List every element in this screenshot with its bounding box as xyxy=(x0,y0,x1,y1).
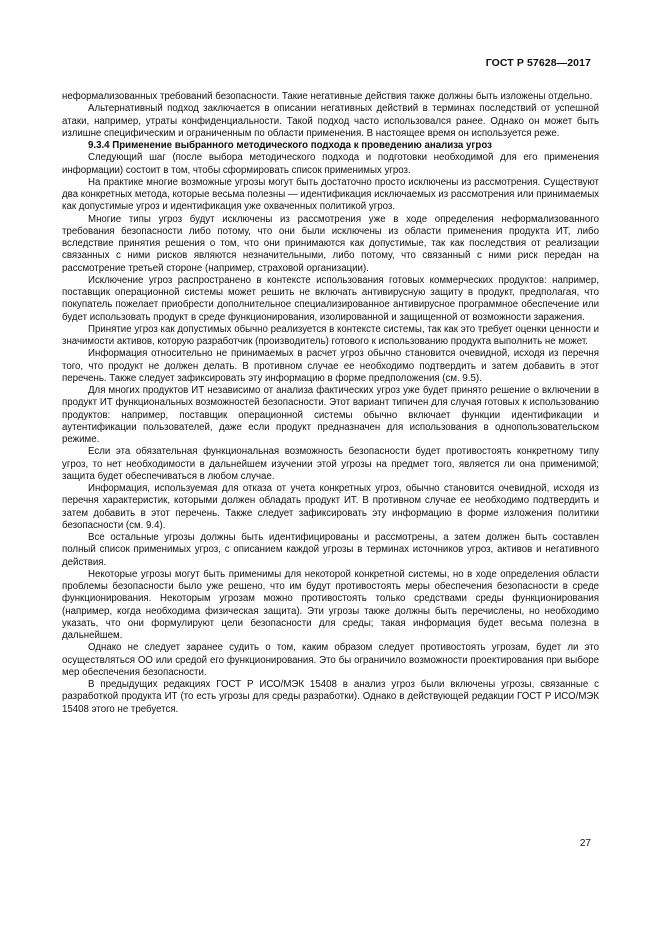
paragraph: Однако не следует заранее судить о том, каким образом следует противостоять угрозам, будет ли это осуществляться ОО или средой его функционирования. Это бы ограничило возможности проектирования при выборе мер обеспечения безопасности. xyxy=(62,642,599,678)
paragraph: Следующий шаг (после выбора методического подхода и подготовки необходимой для его применения информации) состоит в том, чтобы сформировать список применимых угроз. xyxy=(62,152,599,176)
paragraph: В предыдущих редакциях ГОСТ Р ИСО/МЭК 15408 в анализ угроз были включены угрозы, связанные с разработкой продукта ИТ (то есть угрозы для среды разработки). Однако в действующей редакции ГОСТ Р ИСО/МЭК 15408 этого не требуется. xyxy=(62,679,599,715)
paragraph: На практике многие возможные угрозы могут быть достаточно просто исключены из рассмотрения. Существуют два конкретных метода, которые весьма полезны — идентификация исключаемых из рассмотрения или принимаемых как допустимые угроз и идентификация уже охваченных политикой угроз. xyxy=(62,176,599,213)
paragraph: Информация относительно не принимаемых в расчет угроз обычно становится очевидной, исходя из перечня того, что продукт не должен делать. В противном случае ее необходимо подтвердить и затем добавить в этот перечень. Также следует зафиксировать эту информацию в форме предположения (см. 9.5). xyxy=(62,348,599,384)
document-header: ГОСТ Р 57628—2017 xyxy=(485,57,591,69)
paragraph: Исключение угроз распространено в контексте использования готовых коммерческих продуктов: например, поставщик операционной системы может решить не включать антивирусную защиту в продукт, предполагая, что покупатель пожелает приобрести дополнительное специализированное антивирусное программное обеспечение или будет использовать продукт в среде функционирования, изолированной и защищенной от возможности заражения. xyxy=(62,274,599,323)
paragraph: Альтернативный подход заключается в описании негативных действий в терминах последствий от успешной атаки, например, утраты конфиденциальности. Такой подход часто использовался ранее. Однако он может быть излишне специфическим и ограниченным по области применения. В настоящее время он используется реже. xyxy=(62,103,599,139)
paragraph: Многие типы угроз будут исключены из рассмотрения уже в ходе определения неформализованного требования безопасности либо потому, что они были исключены из области применения продукта ИТ, либо вследствие принятия решения о том, что они принимаются как допустимые, так как последствия от реализации связанных с ними рисков являются незначительными, либо потому, что связанный с ними риск передан на рассмотрение третьей стороне (например, страховой организации). xyxy=(62,213,599,274)
paragraph: Информация, используемая для отказа от учета конкретных угроз, обычно становится очевидной, исходя из перечня характеристик, которыми должен обладать продукт ИТ. В противном случае ее необходимо подтвердить и затем добавить в этот перечень. Также следует зафиксировать эту информацию в форме изложения политики безопасности (см. 9.4). xyxy=(62,483,599,531)
page-number: 27 xyxy=(579,838,591,849)
paragraph: Некоторые угрозы могут быть применимы для некоторой конкретной системы, но в ходе определения области проблемы безопасности было уже решено, что им будут противостоять меры обеспечения безопасности в среде функционирования. Некоторым угрозам можно противостоять только средствами среды функционирования (например, когда необходима физическая защита). Эти угрозы также должны быть перечислены, но необходимо указать, что они формулируют цели безопасности для среды; такая информация будет весьма полезна в дальнейшем. xyxy=(62,568,599,641)
document-body xyxy=(62,91,599,716)
paragraph: Для многих продуктов ИТ независимо от анализа фактических угроз уже будет принято решение о включении в продукт ИТ функциональных возможностей безопасности. Этот вариант типичен для случая готовых к использованию продуктов: например, поставщик операционной системы обычно включает функции идентификации и аутентификации пользователей, даже если продукт предназначен для использования в однопользовательском режиме. xyxy=(62,385,599,445)
section-heading: 9.3.4 Применение выбранного методического подхода к проведению анализа угроз xyxy=(88,140,492,151)
paragraph-continuation: неформализованных требований безопасности. Такие негативные действия также должны быть изложены отдельно. xyxy=(62,91,593,102)
paragraph: Все остальные угрозы должны быть идентифицированы и рассмотрены, а затем должен быть составлен полный список применимых угроз, с описанием каждой угрозы в терминах источников угроз, активов и негативного действия. xyxy=(62,532,599,568)
paragraph: Принятие угроз как допустимых обычно реализуется в контексте системы, так как это требует оценки ценности и значимости активов, которую разработчик (производитель) готового к использованию продукта выполнить не может. xyxy=(62,323,599,347)
paragraph: Если эта обязательная функциональная возможность безопасности будет противостоять конкретному типу угроз, то нет необходимости в дальнейшем изучении этой угрозы на предмет того, является ли она применимой; защита будет обеспечиваться в любом случае. xyxy=(62,446,599,482)
